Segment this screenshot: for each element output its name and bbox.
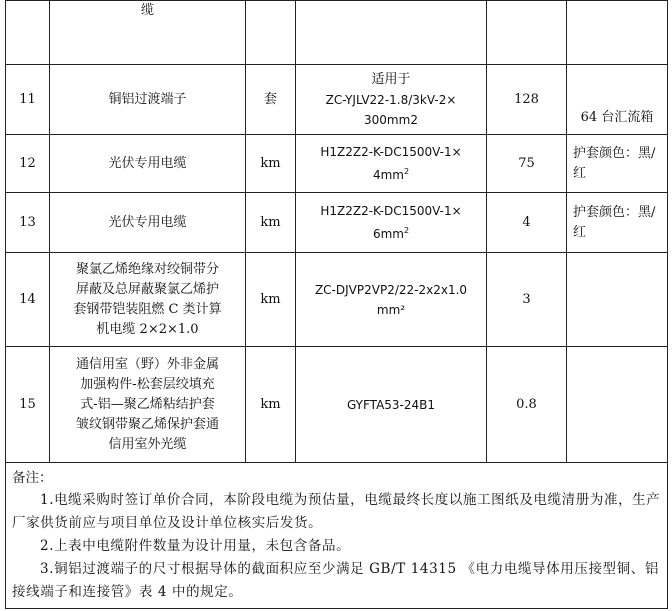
cell-no: 12 (6, 135, 50, 193)
cell-name: 光伏专用电缆 (50, 193, 246, 253)
cell-qty: 4 (487, 193, 567, 253)
cell-remark: 护套颜色：黑/ 红 (567, 135, 668, 193)
cell-qty: 0.8 (487, 347, 567, 463)
cell-unit: km (246, 253, 296, 347)
cell-no (6, 1, 50, 65)
cell-qty (487, 1, 567, 65)
cell-remark (567, 1, 668, 65)
cell-spec: H1Z2Z2-K-DC1500V-1× $6mm^2$ (296, 193, 487, 253)
cell-remark: 64 台汇流箱 (567, 65, 668, 135)
table-row (6, 347, 668, 463)
cell-qty: 75 (487, 135, 567, 193)
cell-unit: 套 (246, 65, 296, 135)
cell-remark (567, 253, 668, 347)
cell-name: 缆 (50, 1, 246, 65)
notes-row (6, 463, 668, 609)
cell-remark: 护套颜色：黑/ 红 (567, 193, 668, 253)
cell-name: 通信用室（野）外非金属 加强构件-松套层绞填充 式-铝—聚乙烯粘结护套 皱纹钢带聚乙烯保护套通 信用室外光缆 (50, 347, 246, 463)
cell-no: 14 (6, 253, 50, 347)
table-row (6, 1, 668, 65)
cell-name: 聚氯乙烯绝缘对绞铜带分 屏蔽及总屏蔽聚氯乙烯护 套钢带铠装阻燃 C 类计算 机电缆 2×2×1.0 (50, 253, 246, 347)
cell-spec: ZC-DJVP2VP2/22-2x2x1.0 mm² (296, 253, 487, 347)
cell-unit: km (246, 347, 296, 463)
cell-no: 13 (6, 193, 50, 253)
cell-name: 光伏专用电缆 (50, 135, 246, 193)
cell-unit (246, 1, 296, 65)
table-row (6, 65, 668, 135)
cell-name: 铜铝过渡端子 (50, 65, 246, 135)
cell-spec: 适用于 ZC-YJLV22-1.8/3kV-2× 300mm2 (296, 65, 487, 135)
table-row (6, 135, 668, 193)
cell-spec: H1Z2Z2-K-DC1500V-1× $4mm^2$ (296, 135, 487, 193)
note-item: 1.电缆采购时签订单价合同，本阶段电缆为预估量，电缆最终长度以施工图纸及电缆清册为准，生产厂家供货前应与项目单位及设计单位核实后发货。 (12, 492, 661, 531)
cell-qty: 3 (487, 253, 567, 347)
table-row (6, 193, 668, 253)
cell-unit: km (246, 135, 296, 193)
cell-remark (567, 347, 668, 463)
cell-qty: 128 (487, 65, 567, 135)
note-item: 2.上表中电缆附件数量为设计用量，未包含备品。 (40, 538, 351, 554)
cell-spec: GYFTA53-24B1 (296, 347, 487, 463)
table-row (6, 253, 668, 347)
cell-spec (296, 1, 487, 65)
notes-title: 备注： (12, 470, 53, 486)
note-item: 3.铜铝过渡端子的尺寸根据导体的截面积应至少满足 GB/T 14315 《电力电缆导体用压接型铜、铝接线端子和连接管》表 4 中的规定。 (12, 561, 659, 600)
cell-no: 11 (6, 65, 50, 135)
cable-table (5, 0, 668, 609)
notes-cell (6, 463, 668, 609)
cell-no: 15 (6, 347, 50, 463)
cell-unit: km (246, 193, 296, 253)
